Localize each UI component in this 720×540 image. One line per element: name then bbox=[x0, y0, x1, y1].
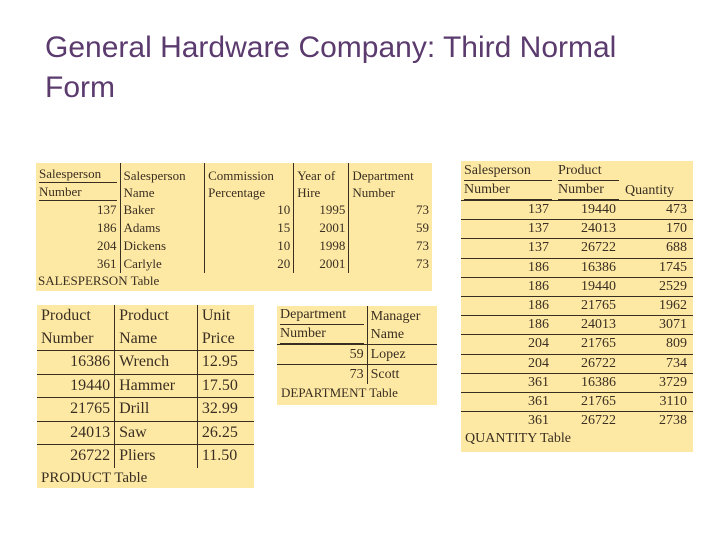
cell: 26722 bbox=[37, 445, 115, 468]
cell: 19440 bbox=[555, 201, 622, 220]
cell: 26722 bbox=[555, 412, 622, 431]
cell: 59 bbox=[416, 220, 429, 235]
salesperson-table bbox=[36, 163, 432, 291]
col-unit-price: Unit Price bbox=[201, 307, 235, 347]
cell: 1998 bbox=[294, 237, 349, 255]
cell: 186 bbox=[461, 258, 555, 277]
cell: Dickens bbox=[120, 237, 205, 255]
table-row bbox=[37, 398, 254, 422]
cell: 204 bbox=[461, 354, 555, 373]
cell: 361 bbox=[461, 373, 555, 392]
cell: 3729 bbox=[622, 373, 693, 392]
cell: 59 bbox=[277, 345, 367, 365]
table-row bbox=[461, 373, 693, 392]
cell: 809 bbox=[622, 335, 693, 354]
cell: 361 bbox=[461, 412, 555, 431]
table-caption: QUANTITY Table bbox=[465, 431, 571, 447]
cell: 19440 bbox=[555, 277, 622, 296]
table-row bbox=[461, 335, 693, 354]
table-row bbox=[461, 277, 693, 296]
table-row bbox=[461, 239, 693, 258]
col-department-number: Department Number bbox=[277, 306, 367, 345]
cell: 16386 bbox=[555, 258, 622, 277]
cell: 1962 bbox=[622, 297, 693, 316]
cell: 204 bbox=[36, 237, 120, 255]
cell: 24013 bbox=[555, 220, 622, 239]
cell: 2529 bbox=[622, 277, 693, 296]
cell: 3071 bbox=[622, 316, 693, 335]
cell: 73 bbox=[416, 202, 429, 217]
cell: 17.50 bbox=[197, 374, 254, 398]
cell: 1995 bbox=[294, 201, 349, 219]
cell: Drill bbox=[115, 398, 198, 422]
cell: 15 bbox=[205, 219, 294, 237]
table-row bbox=[36, 201, 432, 219]
cell: 10 bbox=[205, 201, 294, 219]
cell: 170 bbox=[622, 220, 693, 239]
table-row bbox=[36, 255, 432, 273]
cell: Lopez bbox=[367, 345, 437, 365]
col-salesperson-name: Salesperson Name bbox=[120, 163, 205, 201]
table-row bbox=[37, 351, 254, 375]
table-row bbox=[461, 354, 693, 373]
cell: 21765 bbox=[555, 297, 622, 316]
table-caption: SALESPERSON Table bbox=[38, 273, 160, 288]
cell: 26722 bbox=[555, 354, 622, 373]
table-row bbox=[37, 421, 254, 445]
table-row bbox=[461, 393, 693, 412]
cell: 2738 bbox=[622, 412, 693, 431]
cell: 186 bbox=[36, 219, 120, 237]
table-row bbox=[461, 220, 693, 239]
cell: Pliers bbox=[115, 445, 198, 468]
cell: 2001 bbox=[294, 255, 349, 273]
table-row bbox=[37, 374, 254, 398]
cell: Carlyle bbox=[120, 255, 205, 273]
product-table bbox=[37, 305, 254, 488]
cell: 10 bbox=[205, 237, 294, 255]
cell: 21765 bbox=[555, 335, 622, 354]
col-manager-name: Manager Name bbox=[370, 309, 421, 342]
cell: 137 bbox=[36, 201, 120, 219]
table-row bbox=[461, 297, 693, 316]
col-salesperson-number: Salesperson Number bbox=[461, 161, 555, 201]
quantity-table-body bbox=[461, 201, 693, 431]
cell: 1745 bbox=[622, 258, 693, 277]
table-caption: DEPARTMENT Table bbox=[281, 385, 398, 400]
col-commission-percentage: Commission Percentage bbox=[205, 163, 294, 201]
cell: 361 bbox=[36, 255, 120, 273]
table-row bbox=[37, 445, 254, 468]
slide-title: General Hardware Company: Third Normal Form bbox=[45, 31, 617, 104]
cell: 361 bbox=[461, 393, 555, 412]
table-row bbox=[461, 412, 693, 431]
cell: Baker bbox=[120, 201, 205, 219]
col-product-number: Product Number bbox=[555, 161, 622, 201]
cell: 137 bbox=[461, 220, 555, 239]
cell: 473 bbox=[622, 201, 693, 220]
header-row bbox=[36, 163, 432, 201]
cell: 734 bbox=[622, 354, 693, 373]
cell: 2001 bbox=[294, 219, 349, 237]
cell: 20 bbox=[205, 255, 294, 273]
col-product-number: Product Number bbox=[37, 305, 115, 351]
col-salesperson-number: Salesperson Number bbox=[36, 163, 120, 201]
cell: Scott bbox=[367, 365, 437, 385]
col-quantity: Quantity bbox=[625, 183, 674, 198]
table-row bbox=[461, 258, 693, 277]
cell: 137 bbox=[461, 201, 555, 220]
cell: Adams bbox=[120, 219, 205, 237]
cell: 19440 bbox=[37, 374, 115, 398]
cell: 11.50 bbox=[197, 445, 254, 468]
cell: 26722 bbox=[555, 239, 622, 258]
cell: Hammer bbox=[115, 374, 198, 398]
cell: 688 bbox=[622, 239, 693, 258]
cell: Wrench bbox=[115, 351, 198, 375]
cell: 73 bbox=[416, 256, 429, 271]
cell: 16386 bbox=[555, 373, 622, 392]
cell: 12.95 bbox=[197, 351, 254, 375]
cell: 73 bbox=[277, 365, 367, 385]
header-row bbox=[461, 161, 693, 201]
cell: Saw bbox=[115, 421, 198, 445]
cell: 21765 bbox=[555, 393, 622, 412]
cell: 26.25 bbox=[197, 421, 254, 445]
col-department-number: Department Number bbox=[352, 168, 414, 200]
col-product-name: Product Name bbox=[115, 305, 198, 351]
department-table bbox=[277, 306, 437, 405]
cell: 186 bbox=[461, 297, 555, 316]
table-row bbox=[461, 201, 693, 220]
header-row bbox=[37, 305, 254, 351]
cell: 186 bbox=[461, 316, 555, 335]
cell: 3110 bbox=[622, 393, 693, 412]
table-row bbox=[277, 365, 437, 385]
quantity-table bbox=[461, 161, 693, 452]
table-row bbox=[277, 345, 437, 365]
table-row bbox=[36, 219, 432, 237]
cell: 204 bbox=[461, 335, 555, 354]
cell: 16386 bbox=[37, 351, 115, 375]
table-caption: PRODUCT Table bbox=[41, 469, 148, 486]
cell: 24013 bbox=[555, 316, 622, 335]
header-row bbox=[277, 306, 437, 345]
cell: 137 bbox=[461, 239, 555, 258]
cell: 186 bbox=[461, 277, 555, 296]
cell: 73 bbox=[416, 238, 429, 253]
table-row bbox=[36, 237, 432, 255]
cell: 32.99 bbox=[197, 398, 254, 422]
col-year-of-hire: Year of Hire bbox=[294, 163, 349, 201]
cell: 21765 bbox=[37, 398, 115, 422]
table-row bbox=[461, 316, 693, 335]
cell: 24013 bbox=[37, 421, 115, 445]
